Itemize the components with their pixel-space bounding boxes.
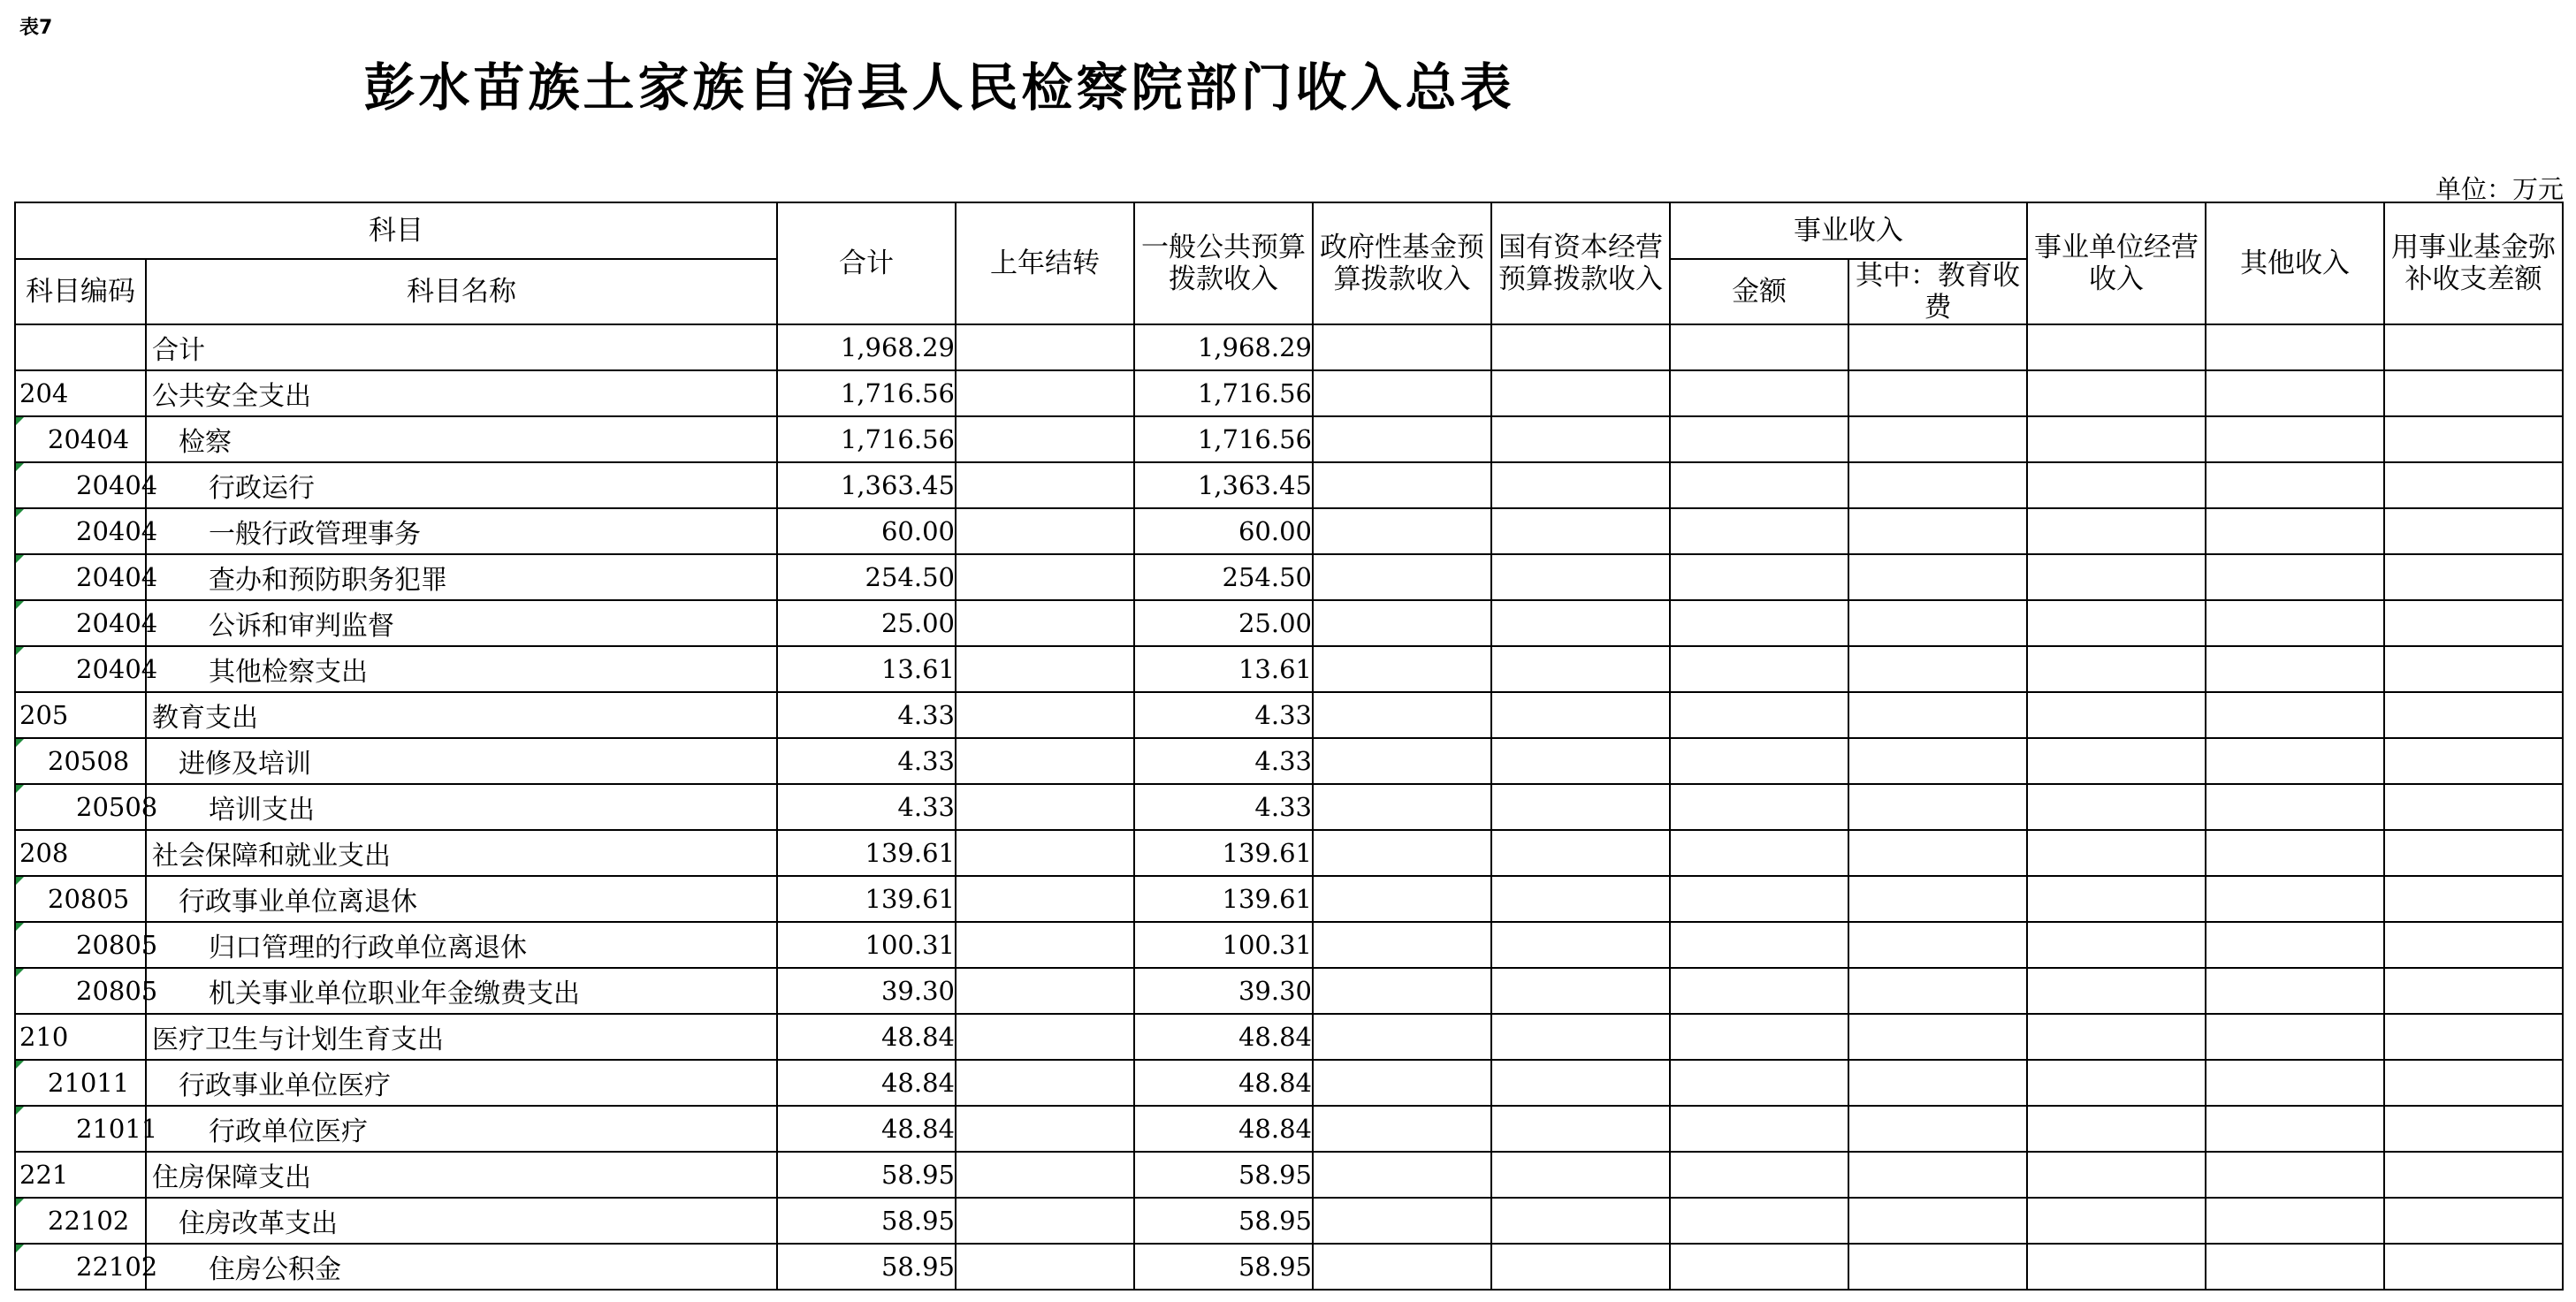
cell-fund-supplement bbox=[2384, 968, 2563, 1014]
cell-edu-fee bbox=[1848, 324, 2027, 370]
cell-edu-fee bbox=[1848, 1106, 2027, 1152]
cell-other-income bbox=[2206, 784, 2384, 830]
cell-state-capital bbox=[1491, 1198, 1670, 1244]
cell-subject-name: 查办和预防职务犯罪 bbox=[146, 554, 777, 600]
cell-subject-name: 检察 bbox=[146, 416, 777, 462]
cell-subject-name: 行政运行 bbox=[146, 462, 777, 508]
cell-state-capital bbox=[1491, 738, 1670, 784]
cell-gov-fund bbox=[1313, 1198, 1491, 1244]
cell-gov-fund bbox=[1313, 1244, 1491, 1290]
header-subject: 科目 bbox=[15, 202, 777, 259]
header-operating-income: 事业单位经营收入 bbox=[2027, 202, 2206, 324]
cell-subject-code: 22102 bbox=[15, 1244, 146, 1290]
cell-state-capital bbox=[1491, 1106, 1670, 1152]
cell-subject-code: 208 bbox=[15, 830, 146, 876]
cell-other-income bbox=[2206, 830, 2384, 876]
cell-fund-supplement bbox=[2384, 1106, 2563, 1152]
cell-operating-income bbox=[2027, 738, 2206, 784]
cell-state-capital bbox=[1491, 1244, 1670, 1290]
cell-gov-fund bbox=[1313, 1106, 1491, 1152]
cell-other-income bbox=[2206, 738, 2384, 784]
cell-carryover bbox=[956, 1198, 1134, 1244]
cell-general-budget: 4.33 bbox=[1134, 784, 1313, 830]
cell-subject-code: 21011 bbox=[15, 1106, 146, 1152]
cell-carryover bbox=[956, 784, 1134, 830]
cell-subject-name: 住房公积金 bbox=[146, 1244, 777, 1290]
cell-carryover bbox=[956, 968, 1134, 1014]
cell-operating-income bbox=[2027, 646, 2206, 692]
cell-operating-income bbox=[2027, 1106, 2206, 1152]
cell-general-budget: 139.61 bbox=[1134, 830, 1313, 876]
cell-total: 48.84 bbox=[777, 1106, 956, 1152]
cell-state-capital bbox=[1491, 462, 1670, 508]
cell-subject-code: 20404 bbox=[15, 600, 146, 646]
cell-amount bbox=[1670, 1014, 1848, 1060]
cell-operating-income bbox=[2027, 784, 2206, 830]
cell-edu-fee bbox=[1848, 554, 2027, 600]
cell-gov-fund bbox=[1313, 784, 1491, 830]
table-row bbox=[15, 1198, 2563, 1244]
table-row bbox=[15, 830, 2563, 876]
cell-subject-code: 20404 bbox=[15, 554, 146, 600]
cell-general-budget: 100.31 bbox=[1134, 922, 1313, 968]
cell-amount bbox=[1670, 1106, 1848, 1152]
table-row bbox=[15, 784, 2563, 830]
header-other-income: 其他收入 bbox=[2206, 202, 2384, 324]
cell-amount bbox=[1670, 508, 1848, 554]
cell-fund-supplement bbox=[2384, 600, 2563, 646]
cell-state-capital bbox=[1491, 968, 1670, 1014]
header-total: 合计 bbox=[777, 202, 956, 324]
cell-general-budget: 25.00 bbox=[1134, 600, 1313, 646]
cell-general-budget: 4.33 bbox=[1134, 738, 1313, 784]
cell-other-income bbox=[2206, 1152, 2384, 1198]
cell-general-budget: 1,716.56 bbox=[1134, 370, 1313, 416]
cell-operating-income bbox=[2027, 508, 2206, 554]
cell-total: 1,716.56 bbox=[777, 370, 956, 416]
cell-general-budget: 48.84 bbox=[1134, 1014, 1313, 1060]
cell-other-income bbox=[2206, 1198, 2384, 1244]
cell-edu-fee bbox=[1848, 508, 2027, 554]
cell-total: 254.50 bbox=[777, 554, 956, 600]
cell-total: 4.33 bbox=[777, 738, 956, 784]
cell-operating-income bbox=[2027, 830, 2206, 876]
cell-total: 100.31 bbox=[777, 922, 956, 968]
cell-fund-supplement bbox=[2384, 830, 2563, 876]
cell-operating-income bbox=[2027, 922, 2206, 968]
cell-subject-code: 20508 bbox=[15, 784, 146, 830]
cell-operating-income bbox=[2027, 1198, 2206, 1244]
cell-subject-name: 机关事业单位职业年金缴费支出 bbox=[146, 968, 777, 1014]
table-row bbox=[15, 370, 2563, 416]
cell-other-income bbox=[2206, 370, 2384, 416]
cell-total: 39.30 bbox=[777, 968, 956, 1014]
cell-state-capital bbox=[1491, 370, 1670, 416]
cell-general-budget: 39.30 bbox=[1134, 968, 1313, 1014]
cell-other-income bbox=[2206, 1106, 2384, 1152]
cell-amount bbox=[1670, 646, 1848, 692]
table-body bbox=[15, 324, 2563, 1290]
cell-carryover bbox=[956, 738, 1134, 784]
cell-other-income bbox=[2206, 968, 2384, 1014]
cell-operating-income bbox=[2027, 1152, 2206, 1198]
cell-fund-supplement bbox=[2384, 416, 2563, 462]
cell-other-income bbox=[2206, 554, 2384, 600]
table-row bbox=[15, 600, 2563, 646]
cell-carryover bbox=[956, 1152, 1134, 1198]
cell-edu-fee bbox=[1848, 646, 2027, 692]
cell-fund-supplement bbox=[2384, 692, 2563, 738]
cell-general-budget: 1,968.29 bbox=[1134, 324, 1313, 370]
cell-fund-supplement bbox=[2384, 1198, 2563, 1244]
cell-subject-name: 住房保障支出 bbox=[146, 1152, 777, 1198]
cell-subject-code bbox=[15, 324, 146, 370]
cell-amount bbox=[1670, 462, 1848, 508]
cell-fund-supplement bbox=[2384, 370, 2563, 416]
cell-state-capital bbox=[1491, 830, 1670, 876]
cell-amount bbox=[1670, 324, 1848, 370]
cell-edu-fee bbox=[1848, 1014, 2027, 1060]
cell-operating-income bbox=[2027, 1014, 2206, 1060]
cell-gov-fund bbox=[1313, 370, 1491, 416]
page-title: 彭水苗族土家族自治县人民检察院部门收入总表 bbox=[363, 57, 1515, 118]
cell-subject-name: 教育支出 bbox=[146, 692, 777, 738]
table-row bbox=[15, 1106, 2563, 1152]
cell-other-income bbox=[2206, 508, 2384, 554]
cell-general-budget: 60.00 bbox=[1134, 508, 1313, 554]
cell-fund-supplement bbox=[2384, 1060, 2563, 1106]
cell-amount bbox=[1670, 922, 1848, 968]
cell-general-budget: 1,363.45 bbox=[1134, 462, 1313, 508]
cell-amount bbox=[1670, 738, 1848, 784]
cell-general-budget: 48.84 bbox=[1134, 1106, 1313, 1152]
cell-carryover bbox=[956, 508, 1134, 554]
cell-state-capital bbox=[1491, 646, 1670, 692]
table-row bbox=[15, 416, 2563, 462]
table-row bbox=[15, 1152, 2563, 1198]
cell-fund-supplement bbox=[2384, 508, 2563, 554]
cell-total: 139.61 bbox=[777, 830, 956, 876]
cell-gov-fund bbox=[1313, 1152, 1491, 1198]
cell-fund-supplement bbox=[2384, 554, 2563, 600]
cell-gov-fund bbox=[1313, 922, 1491, 968]
table-row bbox=[15, 1014, 2563, 1060]
cell-total: 4.33 bbox=[777, 784, 956, 830]
cell-other-income bbox=[2206, 922, 2384, 968]
cell-subject-name: 其他检察支出 bbox=[146, 646, 777, 692]
cell-gov-fund bbox=[1313, 554, 1491, 600]
cell-total: 1,716.56 bbox=[777, 416, 956, 462]
cell-state-capital bbox=[1491, 1014, 1670, 1060]
cell-subject-code: 20404 bbox=[15, 416, 146, 462]
cell-total: 139.61 bbox=[777, 876, 956, 922]
cell-general-budget: 4.33 bbox=[1134, 692, 1313, 738]
cell-general-budget: 254.50 bbox=[1134, 554, 1313, 600]
cell-carryover bbox=[956, 922, 1134, 968]
cell-carryover bbox=[956, 1106, 1134, 1152]
table-row bbox=[15, 508, 2563, 554]
cell-other-income bbox=[2206, 1244, 2384, 1290]
table-row bbox=[15, 692, 2563, 738]
cell-edu-fee bbox=[1848, 1152, 2027, 1198]
cell-subject-name: 培训支出 bbox=[146, 784, 777, 830]
header-carryover: 上年结转 bbox=[956, 202, 1134, 324]
cell-subject-code: 20404 bbox=[15, 462, 146, 508]
cell-state-capital bbox=[1491, 1060, 1670, 1106]
cell-gov-fund bbox=[1313, 1060, 1491, 1106]
cell-state-capital bbox=[1491, 922, 1670, 968]
unit-label: 单位：万元 bbox=[2435, 174, 2564, 204]
cell-subject-code: 210 bbox=[15, 1014, 146, 1060]
cell-subject-name: 行政单位医疗 bbox=[146, 1106, 777, 1152]
cell-total: 1,363.45 bbox=[777, 462, 956, 508]
cell-edu-fee bbox=[1848, 830, 2027, 876]
cell-state-capital bbox=[1491, 324, 1670, 370]
cell-state-capital bbox=[1491, 600, 1670, 646]
header-state-capital: 国有资本经营预算拨款收入 bbox=[1491, 202, 1670, 324]
cell-fund-supplement bbox=[2384, 646, 2563, 692]
header-gov-fund: 政府性基金预算拨款收入 bbox=[1313, 202, 1491, 324]
cell-subject-name: 合计 bbox=[146, 324, 777, 370]
cell-subject-code: 205 bbox=[15, 692, 146, 738]
cell-subject-code: 20805 bbox=[15, 968, 146, 1014]
cell-total: 60.00 bbox=[777, 508, 956, 554]
table-row bbox=[15, 554, 2563, 600]
cell-subject-name: 一般行政管理事务 bbox=[146, 508, 777, 554]
cell-other-income bbox=[2206, 600, 2384, 646]
header-general-budget: 一般公共预算拨款收入 bbox=[1134, 202, 1313, 324]
cell-subject-name: 医疗卫生与计划生育支出 bbox=[146, 1014, 777, 1060]
cell-subject-code: 22102 bbox=[15, 1198, 146, 1244]
cell-edu-fee bbox=[1848, 968, 2027, 1014]
cell-state-capital bbox=[1491, 784, 1670, 830]
cell-operating-income bbox=[2027, 1244, 2206, 1290]
cell-carryover bbox=[956, 324, 1134, 370]
table-row bbox=[15, 968, 2563, 1014]
cell-gov-fund bbox=[1313, 646, 1491, 692]
cell-edu-fee bbox=[1848, 692, 2027, 738]
cell-gov-fund bbox=[1313, 416, 1491, 462]
cell-state-capital bbox=[1491, 1152, 1670, 1198]
cell-operating-income bbox=[2027, 1060, 2206, 1106]
cell-gov-fund bbox=[1313, 324, 1491, 370]
table-row bbox=[15, 324, 2563, 370]
cell-amount bbox=[1670, 876, 1848, 922]
cell-subject-name: 归口管理的行政单位离退休 bbox=[146, 922, 777, 968]
header-fund-supplement: 用事业基金弥补收支差额 bbox=[2384, 202, 2563, 324]
cell-subject-code: 204 bbox=[15, 370, 146, 416]
cell-subject-name: 社会保障和就业支出 bbox=[146, 830, 777, 876]
cell-subject-code: 221 bbox=[15, 1152, 146, 1198]
cell-amount bbox=[1670, 1060, 1848, 1106]
cell-subject-code: 20508 bbox=[15, 738, 146, 784]
cell-carryover bbox=[956, 830, 1134, 876]
cell-carryover bbox=[956, 1244, 1134, 1290]
cell-subject-name: 公共安全支出 bbox=[146, 370, 777, 416]
cell-carryover bbox=[956, 554, 1134, 600]
header-amount: 金额 bbox=[1670, 259, 1848, 324]
cell-edu-fee bbox=[1848, 370, 2027, 416]
cell-gov-fund bbox=[1313, 508, 1491, 554]
cell-total: 1,968.29 bbox=[777, 324, 956, 370]
cell-subject-name: 进修及培训 bbox=[146, 738, 777, 784]
cell-edu-fee bbox=[1848, 1198, 2027, 1244]
cell-carryover bbox=[956, 876, 1134, 922]
cell-carryover bbox=[956, 1014, 1134, 1060]
cell-general-budget: 58.95 bbox=[1134, 1198, 1313, 1244]
cell-fund-supplement bbox=[2384, 1152, 2563, 1198]
cell-operating-income bbox=[2027, 324, 2206, 370]
cell-other-income bbox=[2206, 692, 2384, 738]
cell-carryover bbox=[956, 1060, 1134, 1106]
cell-amount bbox=[1670, 968, 1848, 1014]
cell-other-income bbox=[2206, 1060, 2384, 1106]
cell-state-capital bbox=[1491, 692, 1670, 738]
cell-operating-income bbox=[2027, 416, 2206, 462]
cell-total: 48.84 bbox=[777, 1060, 956, 1106]
table-row bbox=[15, 876, 2563, 922]
cell-amount bbox=[1670, 1244, 1848, 1290]
cell-operating-income bbox=[2027, 692, 2206, 738]
table-row bbox=[15, 738, 2563, 784]
cell-operating-income bbox=[2027, 968, 2206, 1014]
cell-subject-code: 20404 bbox=[15, 508, 146, 554]
cell-amount bbox=[1670, 416, 1848, 462]
header-subject-name: 科目名称 bbox=[146, 259, 777, 324]
cell-gov-fund bbox=[1313, 738, 1491, 784]
cell-edu-fee bbox=[1848, 600, 2027, 646]
cell-state-capital bbox=[1491, 416, 1670, 462]
cell-fund-supplement bbox=[2384, 876, 2563, 922]
cell-total: 58.95 bbox=[777, 1198, 956, 1244]
cell-total: 13.61 bbox=[777, 646, 956, 692]
cell-edu-fee bbox=[1848, 738, 2027, 784]
cell-fund-supplement bbox=[2384, 1014, 2563, 1060]
cell-gov-fund bbox=[1313, 600, 1491, 646]
table-row bbox=[15, 1060, 2563, 1106]
cell-general-budget: 58.95 bbox=[1134, 1152, 1313, 1198]
cell-subject-name: 住房改革支出 bbox=[146, 1198, 777, 1244]
header-subject-code: 科目编码 bbox=[15, 259, 146, 324]
cell-carryover bbox=[956, 370, 1134, 416]
cell-operating-income bbox=[2027, 600, 2206, 646]
cell-operating-income bbox=[2027, 554, 2206, 600]
header-business-income: 事业收入 bbox=[1670, 202, 2027, 259]
cell-amount bbox=[1670, 1152, 1848, 1198]
cell-gov-fund bbox=[1313, 830, 1491, 876]
cell-gov-fund bbox=[1313, 462, 1491, 508]
cell-edu-fee bbox=[1848, 416, 2027, 462]
table-number: 表7 bbox=[19, 17, 53, 39]
cell-other-income bbox=[2206, 324, 2384, 370]
cell-operating-income bbox=[2027, 876, 2206, 922]
table-row bbox=[15, 646, 2563, 692]
table-row bbox=[15, 462, 2563, 508]
cell-carryover bbox=[956, 692, 1134, 738]
cell-amount bbox=[1670, 554, 1848, 600]
cell-amount bbox=[1670, 830, 1848, 876]
cell-edu-fee bbox=[1848, 784, 2027, 830]
table-row bbox=[15, 922, 2563, 968]
cell-amount bbox=[1670, 692, 1848, 738]
header-edu-fee: 其中：教育收费 bbox=[1848, 259, 2027, 324]
cell-fund-supplement bbox=[2384, 784, 2563, 830]
cell-general-budget: 1,716.56 bbox=[1134, 416, 1313, 462]
cell-other-income bbox=[2206, 1014, 2384, 1060]
cell-fund-supplement bbox=[2384, 738, 2563, 784]
cell-other-income bbox=[2206, 646, 2384, 692]
cell-general-budget: 13.61 bbox=[1134, 646, 1313, 692]
cell-fund-supplement bbox=[2384, 462, 2563, 508]
cell-edu-fee bbox=[1848, 1060, 2027, 1106]
cell-amount bbox=[1670, 370, 1848, 416]
cell-general-budget: 58.95 bbox=[1134, 1244, 1313, 1290]
cell-other-income bbox=[2206, 416, 2384, 462]
cell-other-income bbox=[2206, 876, 2384, 922]
cell-carryover bbox=[956, 646, 1134, 692]
cell-edu-fee bbox=[1848, 462, 2027, 508]
cell-subject-code: 21011 bbox=[15, 1060, 146, 1106]
cell-fund-supplement bbox=[2384, 324, 2563, 370]
cell-gov-fund bbox=[1313, 968, 1491, 1014]
income-table bbox=[14, 202, 2564, 1291]
cell-general-budget: 139.61 bbox=[1134, 876, 1313, 922]
cell-state-capital bbox=[1491, 508, 1670, 554]
cell-total: 25.00 bbox=[777, 600, 956, 646]
cell-fund-supplement bbox=[2384, 922, 2563, 968]
cell-gov-fund bbox=[1313, 876, 1491, 922]
cell-total: 4.33 bbox=[777, 692, 956, 738]
cell-operating-income bbox=[2027, 462, 2206, 508]
cell-amount bbox=[1670, 784, 1848, 830]
cell-edu-fee bbox=[1848, 876, 2027, 922]
cell-fund-supplement bbox=[2384, 1244, 2563, 1290]
cell-total: 58.95 bbox=[777, 1152, 956, 1198]
cell-subject-name: 行政事业单位离退休 bbox=[146, 876, 777, 922]
cell-carryover bbox=[956, 600, 1134, 646]
cell-operating-income bbox=[2027, 370, 2206, 416]
cell-gov-fund bbox=[1313, 692, 1491, 738]
cell-subject-code: 20404 bbox=[15, 646, 146, 692]
cell-carryover bbox=[956, 416, 1134, 462]
cell-subject-code: 20805 bbox=[15, 876, 146, 922]
cell-gov-fund bbox=[1313, 1014, 1491, 1060]
cell-total: 58.95 bbox=[777, 1244, 956, 1290]
cell-general-budget: 48.84 bbox=[1134, 1060, 1313, 1106]
cell-subject-name: 行政事业单位医疗 bbox=[146, 1060, 777, 1106]
cell-subject-code: 20805 bbox=[15, 922, 146, 968]
cell-other-income bbox=[2206, 462, 2384, 508]
cell-amount bbox=[1670, 1198, 1848, 1244]
cell-carryover bbox=[956, 462, 1134, 508]
cell-edu-fee bbox=[1848, 1244, 2027, 1290]
cell-total: 48.84 bbox=[777, 1014, 956, 1060]
cell-state-capital bbox=[1491, 554, 1670, 600]
cell-state-capital bbox=[1491, 876, 1670, 922]
cell-edu-fee bbox=[1848, 922, 2027, 968]
table-row bbox=[15, 1244, 2563, 1290]
cell-subject-name: 公诉和审判监督 bbox=[146, 600, 777, 646]
cell-amount bbox=[1670, 600, 1848, 646]
